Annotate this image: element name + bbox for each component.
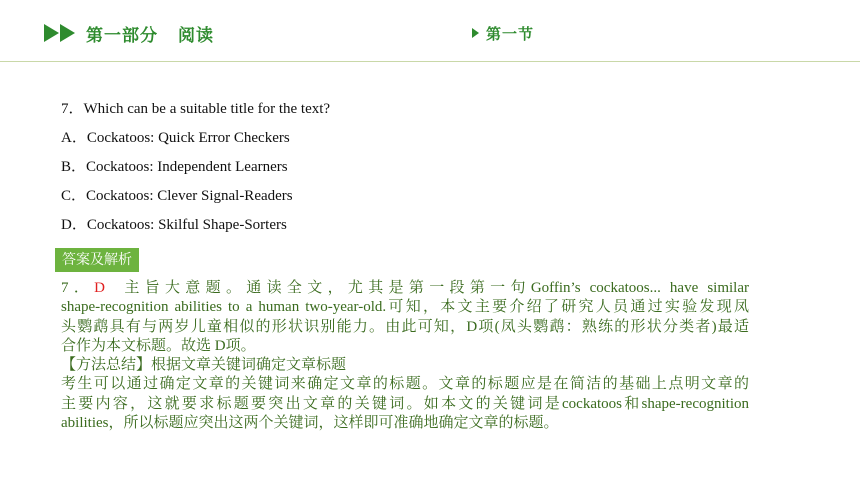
- option-d: D．Cockatoos: Skilful Shape-Sorters: [61, 217, 287, 233]
- method-summary-title: 【方法总结】根据文章关键词确定文章标题: [61, 357, 347, 374]
- page-header: [0, 0, 860, 62]
- explanation-number: 7．: [61, 280, 95, 296]
- header-divider: [0, 61, 860, 62]
- method-line-1: 考生可以通过确定文章的关键词来确定文章的标题。文章的标题应是在简洁的基础上点明文章的: [61, 376, 749, 393]
- part-subtitle-text: 阅读: [178, 26, 214, 46]
- answer-tag-button[interactable]: 答案及解析: [55, 248, 139, 272]
- method-line-2: 主要内容，这就要求标题要突出文章的关键词。如本文的关键词是cockatoos和shape-recognition: [61, 395, 749, 412]
- question-stem: 7．Which can be a suitable title for the text?: [61, 101, 331, 117]
- answer-letter: D: [94, 280, 105, 296]
- option-b: B．Cockatoos: Independent Learners: [61, 159, 288, 175]
- question-block: [61, 100, 761, 245]
- analysis-line-1: 主旨大意题。通读全文，尤其是第一段第一句Goffin’s cockatoos... have similar: [119, 280, 749, 296]
- part-title-text: 第一部分: [86, 26, 158, 46]
- option-a: A．Cockatoos: Quick Error Checkers: [61, 130, 290, 146]
- analysis-line-2: shape-recognition abilities to a human two-year-old.可知，本文主要介绍了研究人员通过实验发现凤: [61, 299, 749, 316]
- explanation-line-1: [61, 279, 749, 298]
- section-title: 第一节: [486, 25, 535, 43]
- analysis-line-4: 合作为本文标题。故选 D项。: [61, 337, 256, 354]
- section-arrow-icon: [472, 28, 479, 38]
- explanation-block: [61, 279, 749, 433]
- option-c: C．Cockatoos: Clever Signal-Readers: [61, 188, 293, 204]
- double-play-icon: [44, 24, 76, 42]
- method-line-3: abilities，所以标题应突出这两个关键词，这样即可准确地确定文章的标题。: [61, 415, 559, 432]
- analysis-line-3: 头鹦鹉具有与两岁儿童相似的形状识别能力。由此可知，D项(凤头鹦鹉：熟练的形状分类者)最适: [61, 318, 749, 335]
- part-title: [86, 21, 214, 46]
